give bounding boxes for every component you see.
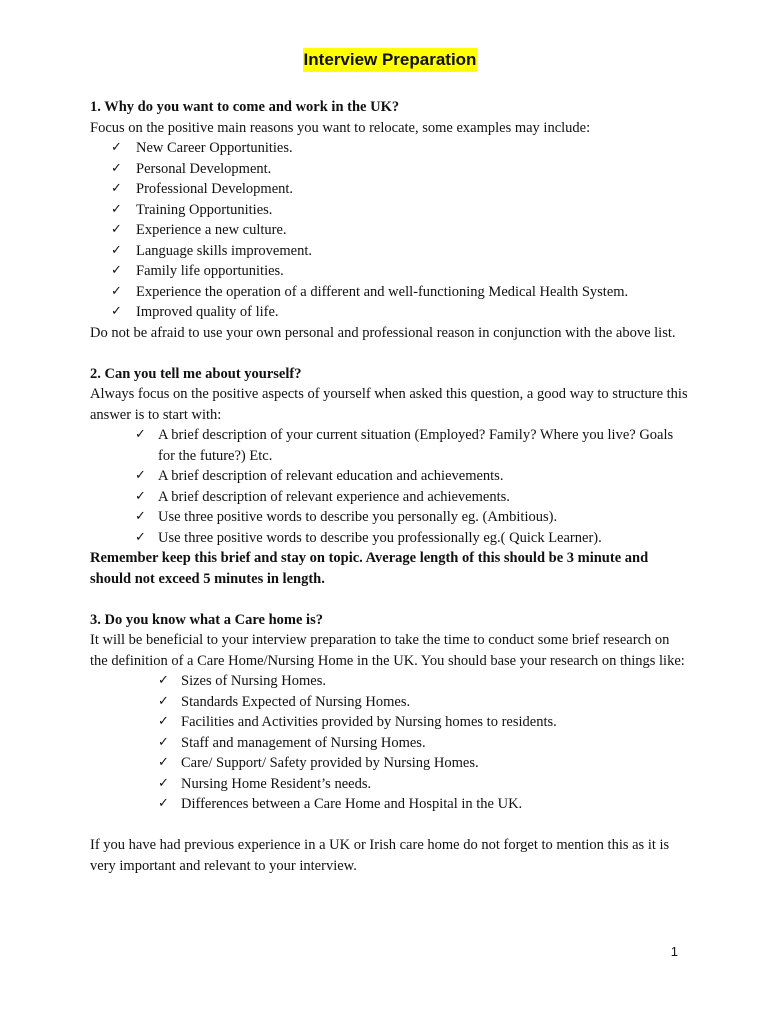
question-2-note: Remember keep this brief and stay on topic. Average length of this should be 3 minute and should not exceed 5 minutes in length.	[90, 550, 649, 587]
checkmark-icon: ✓	[135, 529, 146, 545]
list-item: ✓ Staff and management of Nursing Homes.	[90, 733, 690, 754]
list-item: ✓ A brief description of relevant education and achievements.	[90, 466, 690, 487]
checkmark-icon: ✓	[158, 673, 169, 688]
list-item: ✓ Training Opportunities.	[90, 200, 690, 221]
list-item: ✓ Use three positive words to describe you personally eg. (Ambitious).	[90, 507, 690, 528]
question-1-heading: 1. Why do you want to come and work in the UK?	[90, 99, 400, 115]
question-3-intro: It will be beneficial to your interview preparation to take the time to conduct some brief research on the definition of a Care Home/Nursing Home in the UK. You should base your research on things like:	[90, 632, 685, 669]
list-item: ✓ Experience the operation of a different and well-functioning Medical Health System.	[90, 282, 690, 303]
list-item: ✓ A brief description of your current situation (Employed? Family? Where you live? Goals for the future?) Etc.	[135, 427, 674, 464]
checkmark-icon: ✓	[158, 755, 169, 770]
checkmark-icon: ✓	[111, 160, 122, 176]
checkmark-icon: ✓	[111, 283, 122, 299]
list-item: ✓ Improved quality of life.	[90, 302, 690, 323]
list-item: ✓ Personal Development.	[90, 159, 690, 180]
list-item: ✓ New Career Opportunities.	[90, 138, 690, 159]
checkmark-icon: ✓	[158, 775, 169, 791]
list-item: ✓ Experience a new culture.	[90, 220, 690, 241]
list-item: ✓ Language skills improvement.	[90, 241, 690, 262]
checkmark-icon: ✓	[111, 222, 122, 237]
question-2-heading: 2. Can you tell me about yourself?	[90, 365, 302, 382]
page-title: Interview Preparation	[303, 48, 478, 72]
checkmark-icon: ✓	[158, 796, 169, 811]
checkmark-icon: ✓	[135, 509, 146, 524]
list-item: ✓ A brief description of relevant experience and achievements.	[90, 487, 690, 508]
document-page	[90, 48, 690, 876]
checkmark-icon: ✓	[158, 714, 169, 729]
question-1-list	[90, 138, 690, 323]
list-item: ✓ Care/ Support/ Safety provided by Nursing Homes.	[90, 753, 690, 774]
checkmark-icon: ✓	[111, 304, 122, 319]
question-3-heading: 3. Do you know what a Care home is?	[90, 611, 323, 628]
list-item: ✓ Standards Expected of Nursing Homes.	[90, 692, 690, 713]
question-1-outro: Do not be afraid to use your own personal and professional reason in conjunction with the above list.	[90, 324, 676, 341]
question-3-outro: If you have had previous experience in a UK or Irish care home do not forget to mention this as it is very important and relevant to your interview.	[90, 837, 670, 874]
list-item: ✓ Professional Development.	[90, 179, 690, 200]
checkmark-icon: ✓	[111, 242, 122, 258]
checkmark-icon: ✓	[111, 201, 122, 217]
question-3-list	[90, 671, 690, 815]
checkmark-icon: ✓	[111, 140, 122, 155]
page-number: 1	[670, 944, 678, 959]
checkmark-icon: ✓	[111, 181, 122, 196]
checkmark-icon: ✓	[111, 263, 122, 278]
question-1-intro: Focus on the positive main reasons you want to relocate, some examples may include:	[90, 119, 591, 136]
question-2-intro: Always focus on the positive aspects of yourself when asked this question, a good way to structure this answer is to start with:	[90, 386, 688, 423]
list-item: ✓ Family life opportunities.	[90, 261, 690, 282]
question-2-list	[90, 425, 690, 548]
checkmark-icon: ✓	[135, 488, 146, 504]
list-item: ✓ Facilities and Activities provided by Nursing homes to residents.	[90, 712, 690, 733]
list-item: ✓ Differences between a Care Home and Hospital in the UK.	[90, 794, 690, 815]
list-item: ✓ Use three positive words to describe you professionally eg.( Quick Learner).	[90, 528, 690, 549]
list-item: ✓ Nursing Home Resident’s needs.	[90, 774, 690, 795]
checkmark-icon: ✓	[158, 693, 169, 709]
list-item: ✓ Sizes of Nursing Homes.	[90, 671, 690, 692]
checkmark-icon: ✓	[158, 734, 169, 750]
checkmark-icon: ✓	[135, 468, 146, 483]
checkmark-icon: ✓	[135, 427, 146, 442]
